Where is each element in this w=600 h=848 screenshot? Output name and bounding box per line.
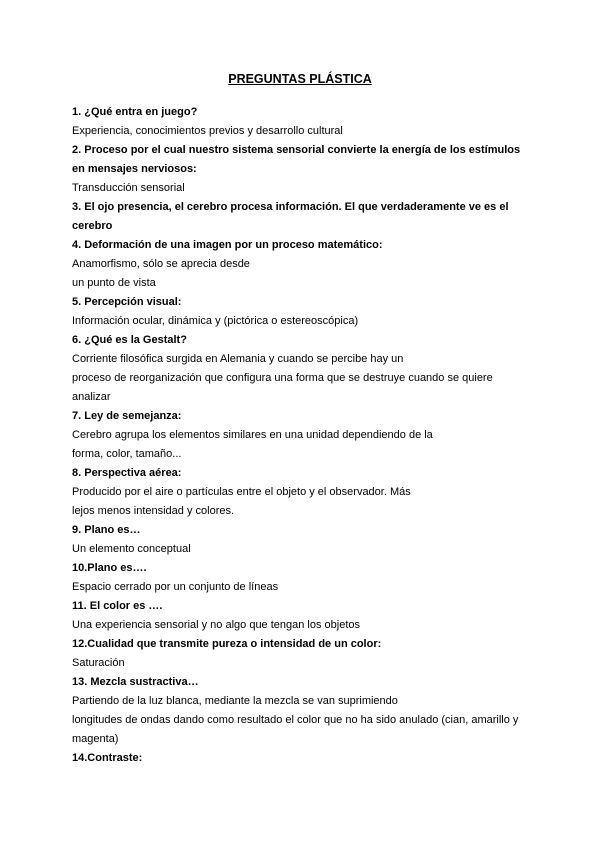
question-line: 2. Proceso por el cual nuestro sistema sensorial convierte la energía de los estímulos: [72, 144, 521, 156]
question-line: 8. Perspectiva aérea:: [72, 467, 182, 479]
question-item: [72, 635, 532, 673]
question-item: [72, 597, 532, 635]
answer-line: Un elemento conceptual: [72, 543, 191, 555]
question-text: [72, 521, 532, 540]
question-line: 12.Cualidad que transmite pureza o intensidad de un color:: [72, 638, 382, 650]
answer-text: [72, 483, 532, 521]
question-item: [72, 103, 532, 141]
answer-line: lejos menos intensidad y colores.: [72, 505, 235, 517]
question-text: [72, 464, 532, 483]
question-text: [72, 293, 532, 312]
answer-line: Anamorfismo, sólo se aprecia desde: [72, 258, 250, 270]
answer-line: Experiencia, conocimientos previos y desarrollo cultural: [72, 125, 343, 137]
question-text: [72, 407, 532, 426]
question-item: [72, 331, 532, 407]
answer-line: magenta): [72, 733, 119, 745]
question-item: [72, 141, 532, 198]
question-line: en mensajes nerviosos:: [72, 163, 197, 175]
question-text: [72, 198, 532, 236]
question-line: 4. Deformación de una imagen por un proceso matemático:: [72, 239, 383, 251]
answer-line: Una experiencia sensorial y no algo que tengan los objetos: [72, 619, 361, 631]
answer-line: Partiendo de la luz blanca, mediante la mezcla se van suprimiendo: [72, 695, 398, 707]
document-title: PREGUNTAS PLÁSTICA: [228, 72, 372, 86]
question-item: [72, 407, 532, 464]
answer-text: [72, 654, 532, 673]
question-line: 14.Contraste:: [72, 752, 143, 764]
question-item: [72, 673, 532, 749]
question-item: [72, 559, 532, 597]
question-line: 9. Plano es…: [72, 524, 141, 536]
answer-line: longitudes de ondas dando como resultado el color que no ha sido anulado (cian, amarillo y: [72, 714, 519, 726]
question-text: [72, 103, 532, 122]
question-item: [72, 521, 532, 559]
answer-text: [72, 179, 532, 198]
question-text: [72, 635, 532, 654]
answer-text: [72, 540, 532, 559]
answer-line: Espacio cerrado por un conjunto de líneas: [72, 581, 279, 593]
answer-text: [72, 426, 532, 464]
question-line: 10.Plano es….: [72, 562, 147, 574]
answer-line: proceso de reorganización que configura una forma que se destruye cuando se quiere: [72, 372, 493, 384]
question-text: [72, 673, 532, 692]
answer-line: Corriente filosófica surgida en Alemania y cuando se percibe hay un: [72, 353, 404, 365]
question-item: [72, 749, 532, 768]
question-text: [72, 597, 532, 616]
question-line: 7. Ley de semejanza:: [72, 410, 182, 422]
question-text: [72, 236, 532, 255]
question-text: [72, 331, 532, 350]
question-item: [72, 464, 532, 521]
answer-text: [72, 255, 532, 293]
question-text: [72, 141, 532, 179]
question-line: 1. ¿Qué entra en juego?: [72, 106, 198, 118]
answer-line: forma, color, tamaño...: [72, 448, 182, 460]
question-line: 11. El color es ….: [72, 600, 163, 612]
question-text: [72, 749, 532, 768]
answer-text: [72, 312, 532, 331]
question-line: 13. Mezcla sustractiva…: [72, 676, 199, 688]
question-item: [72, 293, 532, 331]
question-line: 6. ¿Qué es la Gestalt?: [72, 334, 187, 346]
question-line: 3. El ojo presencia, el cerebro procesa información. El que verdaderamente ve es el: [72, 201, 509, 213]
answer-line: analizar: [72, 391, 111, 403]
question-list: [72, 103, 532, 768]
question-text: [72, 559, 532, 578]
answer-text: [72, 578, 532, 597]
answer-text: [72, 616, 532, 635]
answer-line: Producido por el aire o partículas entre el objeto y el observador. Más: [72, 486, 411, 498]
question-line: cerebro: [72, 220, 113, 232]
answer-line: Saturación: [72, 657, 125, 669]
answer-text: [72, 122, 532, 141]
question-item: [72, 198, 532, 236]
answer-text: [72, 692, 532, 749]
answer-line: Información ocular, dinámica y (pictórica o estereoscópica): [72, 315, 359, 327]
question-line: 5. Percepción visual:: [72, 296, 182, 308]
answer-line: Transducción sensorial: [72, 182, 185, 194]
question-item: [72, 236, 532, 293]
answer-line: un punto de vista: [72, 277, 156, 289]
answer-text: [72, 350, 532, 407]
answer-line: Cerebro agrupa los elementos similares en una unidad dependiendo de la: [72, 429, 433, 441]
